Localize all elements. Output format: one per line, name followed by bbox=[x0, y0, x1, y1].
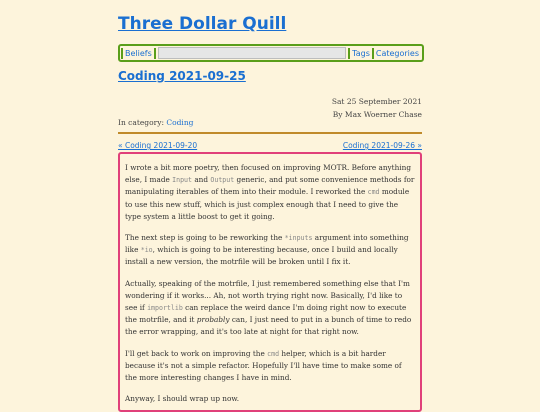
nav-link-categories[interactable]: Categories bbox=[375, 48, 419, 58]
next-post-link[interactable]: Coding 2021-09-26 » bbox=[342, 141, 422, 150]
inline-code: Output bbox=[210, 176, 235, 185]
nav-separator bbox=[154, 48, 156, 59]
post-content bbox=[118, 152, 422, 412]
category-link[interactable]: Coding bbox=[166, 118, 194, 127]
inline-code: importlib bbox=[147, 304, 183, 313]
text: Anyway, I should wrap up now. bbox=[125, 394, 240, 404]
text: and bbox=[192, 175, 211, 185]
inline-code: *io bbox=[140, 246, 153, 255]
text: module to use this new stuff, which is just complex enough that I need to give the type system a little boost to get it going. bbox=[125, 187, 410, 221]
text: I wrote a bit more poetry, then focused on improving MOTR. Before anything else, I made bbox=[125, 163, 411, 185]
emphasis: probably bbox=[196, 315, 230, 325]
text: can replace the weird dance I'm doing right now to execute the motrfile, and it bbox=[125, 303, 407, 325]
text: I'll get back to work on improving the bbox=[125, 348, 268, 358]
text: generic, and put some convenience methods for manipulating iterables of them into their module. I reworked the bbox=[125, 175, 415, 197]
search-input[interactable] bbox=[158, 47, 346, 59]
nav-link-tags[interactable]: Tags bbox=[352, 48, 370, 58]
category-label: In category: bbox=[118, 118, 167, 127]
post-title-link[interactable]: Coding 2021-09-25 bbox=[118, 69, 246, 83]
nav-bar bbox=[118, 44, 424, 62]
paragraph-4 bbox=[125, 348, 415, 385]
post-meta bbox=[332, 95, 422, 121]
paragraph-3 bbox=[125, 278, 415, 339]
post-category bbox=[118, 118, 193, 127]
inline-code: cmd bbox=[267, 349, 280, 358]
text: helper, which is a bit harder because it's not a simple refactor. Hopefully I'll have time to make some of the more interesting changes I have in mind. bbox=[125, 348, 402, 383]
inline-code: *inputs bbox=[284, 234, 313, 243]
inline-code: cmd bbox=[367, 188, 380, 197]
text: , which is going to be interesting because, once I build and locally install a new version, the motrfile will be broken until I fix it. bbox=[125, 245, 398, 267]
text: can, I just need to put in a bunch of time to redo the error wrapping, and it's too late at night for that right now. bbox=[125, 315, 412, 337]
post-author: By Max Woerner Chase bbox=[332, 110, 422, 119]
site-title-link[interactable]: Three Dollar Quill bbox=[118, 14, 287, 34]
nav-link-beliefs[interactable]: Beliefs bbox=[125, 48, 152, 58]
paragraph-5 bbox=[125, 393, 415, 405]
text: The next step is going to be reworking the bbox=[125, 233, 285, 243]
text: Actually, speaking of the motrfile, I just remembered something else that I'm wondering if it works... Ah, not worth trying right now. Basically, I'd like to see if bbox=[125, 278, 410, 313]
post-date: Sat 25 September 2021 bbox=[331, 97, 422, 106]
paragraph-1 bbox=[125, 162, 415, 223]
divider bbox=[118, 132, 422, 134]
paragraph-2 bbox=[125, 232, 415, 269]
prev-post-link[interactable]: « Coding 2021-09-20 bbox=[118, 141, 198, 150]
inline-code: Input bbox=[172, 176, 192, 185]
text: argument into something like bbox=[125, 233, 409, 255]
